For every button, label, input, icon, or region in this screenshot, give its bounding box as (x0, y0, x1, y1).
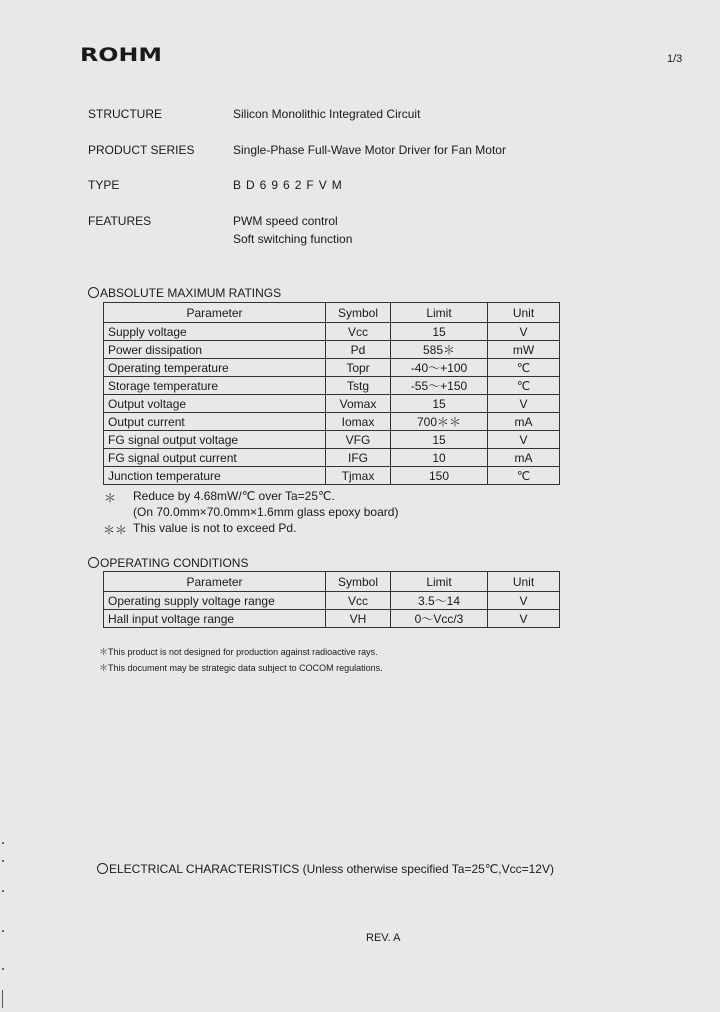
type-value: BD6962FVM (233, 178, 347, 192)
symbol-cell: Vcc (326, 592, 391, 610)
rohm-logo: ROHM (80, 44, 162, 66)
feature-item: Soft switching function (233, 232, 353, 246)
table-header-row (104, 572, 560, 592)
circle-bullet-icon (88, 557, 99, 568)
symbol-cell: Topr (326, 359, 391, 377)
structure-value: Silicon Monolithic Integrated Circuit (233, 107, 421, 121)
feature-item: PWM speed control (233, 214, 338, 228)
circle-bullet-icon (88, 287, 99, 298)
header-limit: Limit (391, 303, 488, 323)
limit-cell: 0～Vcc/3 (391, 610, 488, 628)
unit-cell: V (488, 431, 560, 449)
disclaimer-radioactive: ＊This product is not designed for production against radioactive rays. (99, 647, 378, 657)
limit-cell: 700＊＊ (391, 413, 488, 431)
table-row (104, 341, 560, 359)
unit-cell: ℃ (488, 377, 560, 395)
symbol-cell: IFG (326, 449, 391, 467)
symbol-cell: Iomax (326, 413, 391, 431)
disclaimer-cocom: ＊This document may be strategic data subject to COCOM regulations. (99, 663, 383, 673)
param-cell: FG signal output current (104, 449, 326, 467)
unit-cell: V (488, 323, 560, 341)
scan-mark (2, 842, 4, 844)
features-label: FEATURES (88, 214, 152, 228)
table-row (104, 359, 560, 377)
unit-cell: mA (488, 413, 560, 431)
note1-line1: Reduce by 4.68mW/℃ over Ta=25℃. (133, 489, 335, 503)
unit-cell: ℃ (488, 467, 560, 485)
unit-cell: V (488, 592, 560, 610)
abs-max-title: ABSOLUTE MAXIMUM RATINGS (88, 286, 281, 300)
circle-bullet-icon (97, 863, 108, 874)
scan-mark (2, 968, 4, 970)
table-row (104, 395, 560, 413)
op-cond-table (103, 571, 560, 628)
limit-cell: 3.5～14 (391, 592, 488, 610)
scan-mark (2, 930, 4, 932)
symbol-cell: Vcc (326, 323, 391, 341)
symbol-cell: Vomax (326, 395, 391, 413)
limit-cell: 15 (391, 395, 488, 413)
revision-label: REV. A (366, 932, 401, 944)
param-cell: Supply voltage (104, 323, 326, 341)
unit-cell: V (488, 610, 560, 628)
note2-mark: ＊＊ (103, 523, 128, 537)
header-parameter: Parameter (104, 572, 326, 592)
symbol-cell: VFG (326, 431, 391, 449)
abs-max-table (103, 302, 560, 485)
limit-cell: -40～+100 (391, 359, 488, 377)
param-cell: Storage temperature (104, 377, 326, 395)
scan-mark (2, 990, 3, 1008)
scan-mark (2, 890, 4, 892)
scan-mark (2, 860, 4, 862)
header-parameter: Parameter (104, 303, 326, 323)
page-number: 1/3 (667, 53, 683, 65)
op-cond-title: OPERATING CONDITIONS (88, 556, 248, 570)
structure-label: STRUCTURE (88, 107, 162, 121)
param-cell: Junction temperature (104, 467, 326, 485)
limit-cell: 15 (391, 323, 488, 341)
limit-cell: -55～+150 (391, 377, 488, 395)
header-limit: Limit (391, 572, 488, 592)
param-cell: Operating temperature (104, 359, 326, 377)
unit-cell: ℃ (488, 359, 560, 377)
product-series-value: Single-Phase Full-Wave Motor Driver for Fan Motor (233, 143, 506, 157)
elec-char-title: ELECTRICAL CHARACTERISTICS (Unless otherwise specified Ta=25℃,Vcc=12V) (97, 862, 554, 876)
table-row (104, 467, 560, 485)
symbol-cell: Tstg (326, 377, 391, 395)
header-unit: Unit (488, 572, 560, 592)
header-symbol: Symbol (326, 303, 391, 323)
note1-line2: (On 70.0mm×70.0mm×1.6mm glass epoxy board) (133, 505, 399, 519)
note2-text: This value is not to exceed Pd. (133, 521, 297, 535)
note1-mark: ＊ (104, 491, 117, 505)
table-row (104, 592, 560, 610)
param-cell: Output voltage (104, 395, 326, 413)
symbol-cell: VH (326, 610, 391, 628)
header-symbol: Symbol (326, 572, 391, 592)
param-cell: Power dissipation (104, 341, 326, 359)
limit-cell: 10 (391, 449, 488, 467)
limit-cell: 15 (391, 431, 488, 449)
table-row (104, 413, 560, 431)
unit-cell: mW (488, 341, 560, 359)
symbol-cell: Tjmax (326, 467, 391, 485)
param-cell: Hall input voltage range (104, 610, 326, 628)
table-header-row (104, 303, 560, 323)
table-row (104, 431, 560, 449)
table-row (104, 323, 560, 341)
param-cell: Operating supply voltage range (104, 592, 326, 610)
unit-cell: mA (488, 449, 560, 467)
limit-cell: 150 (391, 467, 488, 485)
unit-cell: V (488, 395, 560, 413)
table-row (104, 377, 560, 395)
table-row (104, 610, 560, 628)
param-cell: FG signal output voltage (104, 431, 326, 449)
param-cell: Output current (104, 413, 326, 431)
header-unit: Unit (488, 303, 560, 323)
product-series-label: PRODUCT SERIES (88, 143, 195, 157)
limit-cell: 585＊ (391, 341, 488, 359)
symbol-cell: Pd (326, 341, 391, 359)
table-row (104, 449, 560, 467)
type-label: TYPE (88, 178, 120, 192)
